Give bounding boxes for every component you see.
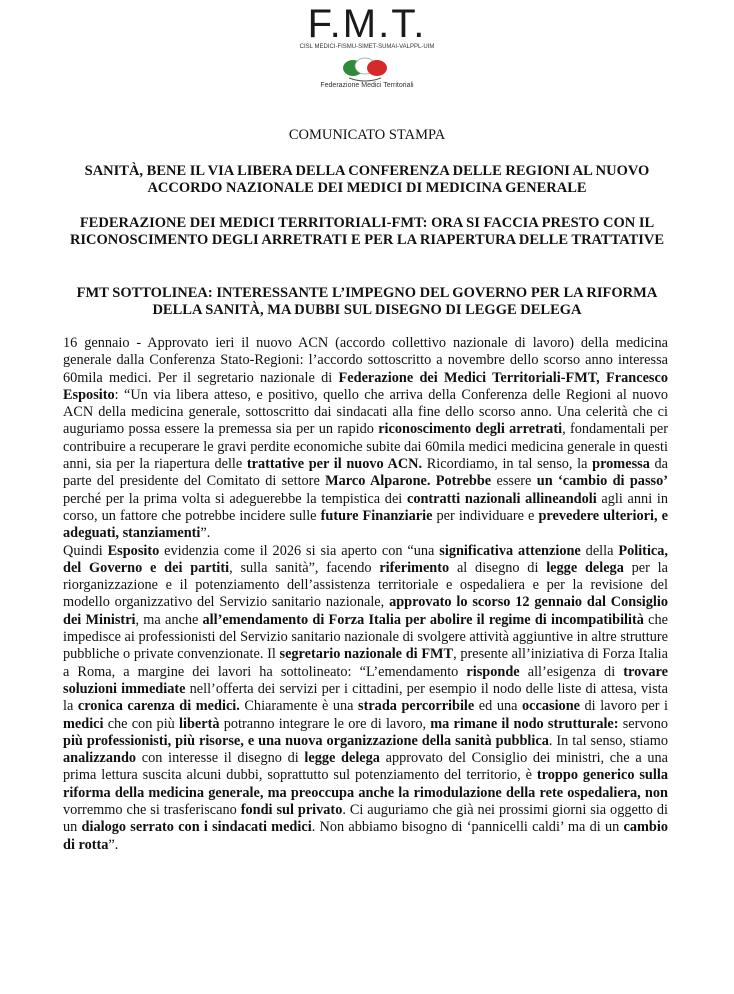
emphasized-text: riconoscimento degli arretrati	[378, 421, 563, 438]
body-text-run: Quindi	[63, 542, 108, 559]
emphasized-text: prevedere ulteriori, e adeguati, stanziamenti	[63, 507, 668, 542]
body-text-run: con interesse il disegno di	[136, 750, 305, 767]
body-text-run: agli anni in corso, un fattore che potrebbe incidere sulle	[63, 490, 668, 524]
emphasized-text: più professionisti, più risorse, e una nuova organizzazione della sanità pubblica	[63, 732, 549, 749]
body-text-run: per individuare e	[432, 507, 539, 524]
emphasized-text: trovare soluzioni immediate	[63, 663, 668, 697]
emphasized-text: promessa	[592, 456, 650, 473]
emphasized-text: un ‘cambio di passo’	[536, 473, 668, 490]
emphasized-text: cronica carenza di medici.	[77, 698, 240, 715]
emphasized-text: occasione	[522, 698, 580, 715]
emphasized-text: riferimento	[379, 559, 450, 576]
paragraph-2	[63, 543, 668, 854]
emphasized-text: Marco Alparone. Potrebbe	[325, 473, 492, 490]
headline-secondary: FEDERAZIONE DEI MEDICI TERRITORIALI-FMT: ORA SI FACCIA PRESTO CON IL RICONOSCIMENTO DEGLI ARRETRATI E PER LA RIAPERTURA DELLE TRATTATIVE	[69, 215, 665, 248]
body-text-run: che impedisce ai professionisti del Servizio sanitario nazionale di svolgere attività aggiuntive in altre strutture pubbliche o private convenzionate. Il	[63, 611, 668, 663]
body-text-run: . Non abbiamo bisogno di ‘pannicelli caldi’ ma di un	[311, 819, 624, 836]
document-type-label: COMUNICATO STAMPA	[288, 127, 446, 143]
body-text-run: Ricordiamo, in tal senso, la	[422, 456, 593, 473]
logo-caption: Federazione Medici Territoriali	[320, 82, 414, 89]
emphasized-text: dialogo serrato con i sindacati medici	[81, 819, 312, 836]
emphasized-text: strada percorribile	[358, 698, 475, 715]
emphasized-text: ma rimane il nodo strutturale:	[430, 715, 619, 732]
headline-tertiary: FMT SOTTOLINEA: INTERESSANTE L’IMPEGNO DEL GOVERNO PER LA RIFORMA DELLA SANITÀ, MA DUBBI SUL DISEGNO DI LEGGE DELEGA	[76, 285, 658, 318]
emphasized-text: cambio di rotta	[63, 819, 668, 853]
body-text-run: . Ci auguriamo che già nei prossimi giorni sia oggetto di un	[63, 802, 668, 836]
body-text-run: approvato del Consiglio dei ministri, che a una prima lettura suscita alcuni dubbi, soprattutto sul potenziamento del territorio, è	[63, 750, 668, 784]
body-text-run: nell’offerta dei servizi per i cittadini, per esempio il nodo delle liste di attesa, vista la	[63, 680, 668, 715]
body-text-run: , presente all’iniziativa di Forza Italia a Roma, a margine dei lavori ha sottolineato: “L’emendamento	[63, 646, 668, 680]
body-text-run: Chiaramente è una	[239, 698, 359, 715]
body-text-run: ”.	[200, 525, 211, 542]
body-text-run: ”.	[108, 836, 119, 853]
body-text-run: essere	[491, 473, 537, 490]
paragraph-1	[63, 335, 668, 543]
body-text-run: . In tal senso, stiamo	[548, 732, 668, 749]
body-text-run: vorremmo che si trasferiscano	[63, 802, 241, 819]
emphasized-text: contratti nazionali allineandoli	[406, 490, 597, 507]
body-text-run: , ma anche	[135, 611, 203, 628]
body-text-run: : “Un via libera atteso, e positivo, quello che arriva della Conferenza delle Regioni al nuovo ACN della medicina generale, sottoscritto dai sindacati alla fine dello scorso anno. Una celerità che ci auguriamo possa essere la premessa sia per un rapido	[63, 386, 668, 438]
emphasized-text: analizzando	[63, 750, 137, 767]
body-text-run: per la riorganizzazione e il potenziamento dell’assistenza territoriale e ospedaliera e per la revisione del modello organizzativo del Servizio sanitario nazionale,	[63, 559, 668, 611]
body-text-run: che con più	[103, 715, 180, 732]
body-text-run: , sulla sanità”, facendo	[229, 559, 380, 576]
body-text-run: da parte del presidente del Comitato di settore	[63, 456, 668, 490]
body-text-run: servono	[618, 715, 668, 732]
body-text-run: perché per la prima volta si adeguerebbe la tempistica dei	[63, 490, 407, 507]
emphasized-text: risponde	[466, 663, 520, 680]
emphasized-text: troppo generico sulla riforma della medicina generale, ma preoccupa anche la rimodulazione della rete ospedaliera, non	[63, 767, 668, 801]
body-text-run: all’esigenza di	[519, 663, 624, 680]
headline-primary: SANITÀ, BENE IL VIA LIBERA DELLA CONFERENZA DELLE REGIONI AL NUOVO ACCORDO NAZIONALE DEI MEDICI DI MEDICINA GENERALE	[84, 163, 650, 196]
italian-flag-logo-icon	[335, 52, 395, 84]
emphasized-text: approvato lo scorso 12 gennaio dal Consiglio dei Ministri	[63, 594, 668, 628]
body-text-run: 16 gennaio - Approvato ieri il nuovo ACN (accordo collettivo nazionale di lavoro) della medicina generale dalla Conferenza Stato-Regioni: l’accordo sottoscritto a novembre dello scorso anno interessa 60mila medici. Per il segretario nazionale di	[63, 335, 668, 386]
emphasized-text: trattative per il nuovo ACN.	[246, 456, 423, 473]
emphasized-text: libertà	[179, 715, 220, 732]
emphasized-text: medici	[63, 715, 104, 732]
emphasized-text: Federazione dei Medici Territoriali-FMT, Francesco Esposito	[63, 369, 668, 403]
body-text-run: al disegno di	[449, 559, 547, 576]
body-text-run: ed una	[474, 698, 523, 715]
emphasized-text: Politica, del Governo e dei partiti	[63, 542, 668, 576]
emphasized-text: all’emendamento di Forza Italia per abolire il regime di incompatibilità	[202, 611, 644, 628]
emphasized-text: legge delega	[546, 559, 624, 576]
emphasized-text: legge delega	[304, 750, 380, 767]
body-text-run: potranno integrare le ore di lavoro,	[219, 715, 431, 732]
emphasized-text: significativa attenzione	[439, 542, 581, 559]
body-text-run: di lavoro per i	[580, 698, 669, 715]
logo-member-unions: CISL MEDICI-FISMU-SIMET-SUMAI-VALPPL-UIM	[299, 44, 435, 50]
emphasized-text: Esposito	[107, 542, 160, 559]
emphasized-text: future Finanziarie	[320, 507, 433, 524]
emphasized-text: fondi sul privato	[240, 802, 343, 819]
body-text-run: , fondamentali per contribuire a recuperare le gravi perdite economiche subite dai 60mila medici medicina generale in questi anni, sia per la riapertura delle	[63, 421, 668, 473]
emphasized-text: segretario nazionale di FMT	[279, 646, 454, 663]
article-body	[63, 335, 668, 854]
logo-title: F.M.T.	[307, 2, 427, 46]
body-text-run: evidenzia come il 2026 si sia aperto con “una	[159, 542, 440, 559]
body-text-run: della	[580, 542, 619, 559]
